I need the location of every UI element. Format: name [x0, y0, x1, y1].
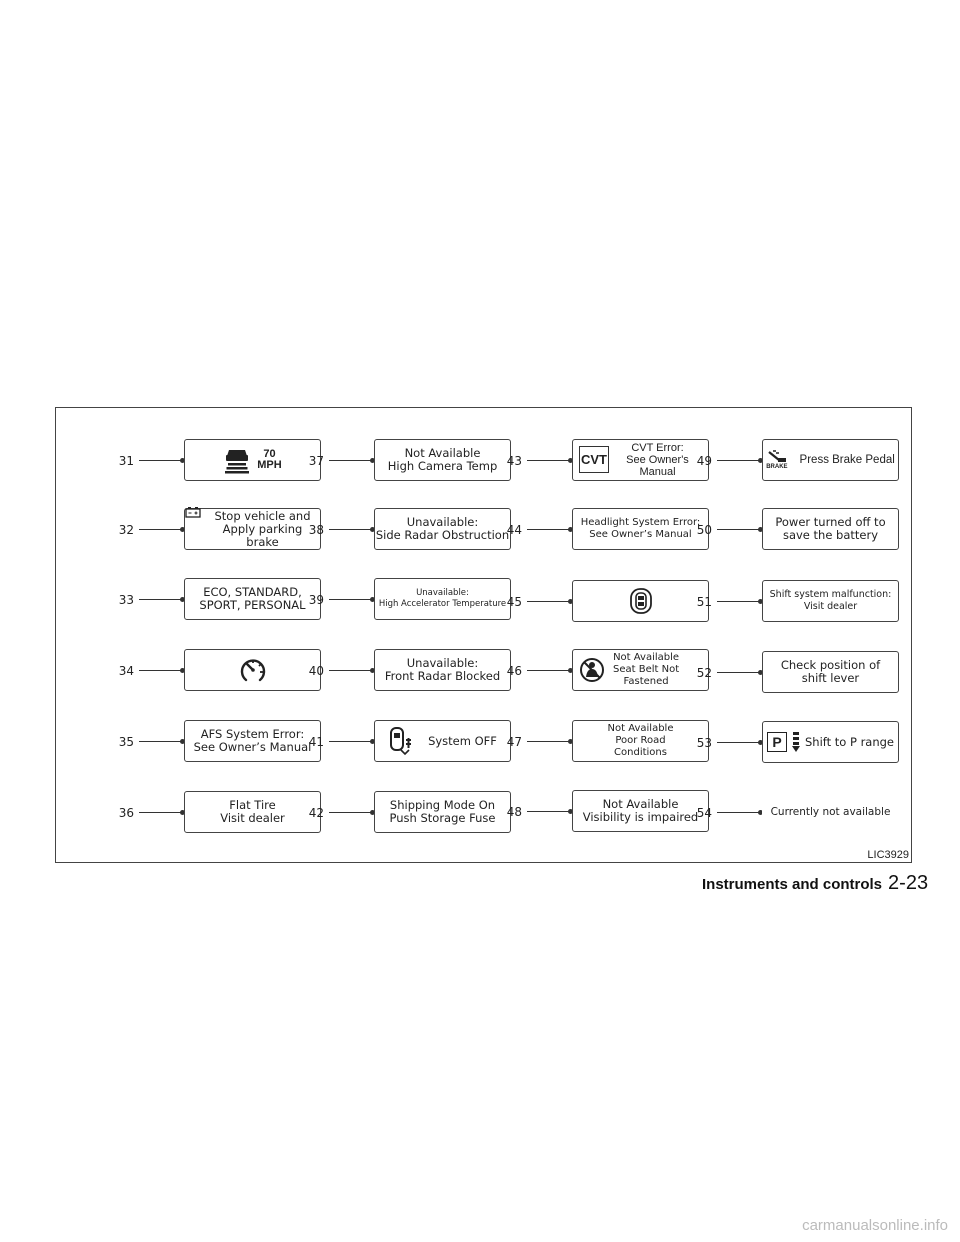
message-item	[106, 649, 316, 693]
message-item	[106, 791, 316, 835]
message-text: CVT Error: See Owner's Manual	[626, 442, 689, 478]
callout-leader	[527, 460, 571, 461]
callout-leader	[139, 741, 183, 742]
message-text: Not Available High Camera Temp	[387, 446, 498, 473]
message-item	[684, 508, 894, 552]
battery-icon	[185, 506, 201, 518]
callout-leader	[139, 812, 183, 813]
message-box	[762, 439, 899, 481]
message-text: Stop vehicle and Apply parking brake	[214, 508, 311, 549]
message-item	[684, 721, 894, 765]
callout-number: 51	[696, 595, 712, 609]
message-text: Headlight System Error: See Owner’s Manual	[580, 517, 701, 540]
message-box	[374, 720, 511, 762]
message-item	[106, 508, 316, 552]
message-item	[296, 439, 506, 483]
message-item	[296, 578, 506, 622]
callout-leader	[717, 812, 761, 813]
message-text: Shipping Mode On Push Storage Fuse	[389, 798, 496, 825]
callout-number: 52	[696, 666, 712, 680]
message-item	[296, 791, 506, 835]
callout-number: 54	[696, 806, 712, 820]
callout-number: 46	[506, 664, 522, 678]
message-item	[296, 649, 506, 693]
message-box	[374, 439, 511, 481]
message-text: System OFF	[428, 733, 497, 748]
callout-leader	[139, 599, 183, 600]
callout-leader	[329, 529, 373, 530]
message-text: Currently not available	[770, 806, 891, 818]
page-footer	[702, 872, 928, 894]
message-text: Not Available Poor Road Conditions	[607, 723, 674, 758]
callout-number: 43	[506, 454, 522, 468]
message-item	[494, 580, 704, 624]
message-item	[494, 649, 704, 693]
callout-leader	[527, 601, 571, 602]
message-text: Unavailable: Front Radar Blocked	[384, 656, 501, 683]
message-item	[684, 791, 894, 835]
message-text: Unavailable: High Accelerator Temperature	[378, 588, 507, 609]
message-item	[684, 439, 894, 483]
callout-number: 39	[308, 593, 324, 607]
callout-leader	[329, 812, 373, 813]
callout-number: 45	[506, 595, 522, 609]
callout-leader	[717, 672, 761, 673]
callout-number: 53	[696, 736, 712, 750]
callout-leader	[717, 460, 761, 461]
message-text: Check position of shift lever	[780, 658, 881, 685]
callout-number: 49	[696, 454, 712, 468]
message-item	[106, 720, 316, 764]
message-box	[762, 580, 899, 622]
callout-number: 40	[308, 664, 324, 678]
callout-leader	[329, 460, 373, 461]
cruise-vehicle-icon	[223, 446, 251, 474]
message-item	[296, 508, 510, 552]
message-item	[494, 439, 704, 483]
message-item	[106, 439, 316, 483]
message-text: Press Brake Pedal	[799, 454, 895, 466]
message-item	[684, 580, 894, 624]
callout-leader	[527, 529, 571, 530]
message-text: Unavailable: Side Radar Obstruction	[375, 515, 510, 542]
speed-readout: 70 MPH	[257, 448, 282, 471]
callout-leader	[329, 741, 373, 742]
callout-number: 33	[118, 593, 134, 607]
callout-leader	[717, 529, 761, 530]
callout-leader	[329, 670, 373, 671]
callout-number: 48	[506, 805, 522, 819]
vehicle-sensor-icon	[629, 588, 653, 614]
callout-number: 31	[118, 454, 134, 468]
callout-number: 50	[696, 523, 712, 537]
callout-leader	[139, 529, 183, 530]
message-text: ECO, STANDARD, SPORT, PERSONAL	[199, 585, 306, 612]
callout-number: 35	[118, 735, 134, 749]
warning-messages-figure	[55, 407, 912, 863]
message-text: Shift system malfunction: Visit dealer	[769, 589, 892, 612]
watermark: carmanualsonline.info	[802, 1217, 948, 1234]
callout-leader	[527, 811, 571, 812]
callout-number: 36	[118, 806, 134, 820]
shift-down-icon	[791, 731, 801, 753]
message-box	[374, 578, 511, 620]
callout-number: 38	[308, 523, 324, 537]
callout-leader	[527, 741, 571, 742]
callout-number: 37	[308, 454, 324, 468]
message-text: Not Available Seat Belt Not Fastened	[613, 652, 680, 687]
callout-number: 32	[118, 523, 134, 537]
park-shift-icon: P	[767, 732, 787, 752]
brake-label: BRAKE	[766, 463, 788, 470]
message-text: AFS System Error: See Owner’s Manual	[193, 727, 312, 754]
callout-leader	[527, 670, 571, 671]
callout-number: 42	[308, 806, 324, 820]
message-box	[762, 651, 899, 693]
speedometer-icon	[238, 655, 268, 685]
message-text: Power turned off to save the battery	[775, 515, 886, 542]
message-item	[494, 720, 704, 764]
message-box	[762, 721, 899, 763]
message-box	[374, 508, 511, 550]
message-box	[374, 791, 511, 833]
figure-code: LIC3929	[867, 849, 909, 861]
message-item	[494, 508, 704, 552]
message-item	[296, 720, 506, 764]
message-box	[762, 508, 899, 550]
callout-number: 34	[118, 664, 134, 678]
page-number: 2-23	[888, 872, 929, 894]
message-item	[106, 578, 316, 622]
callout-number: 41	[308, 735, 324, 749]
callout-number: 44	[506, 523, 522, 537]
callout-leader	[139, 460, 183, 461]
callout-number: 47	[506, 735, 522, 749]
callout-leader	[717, 601, 761, 602]
message-item	[684, 651, 894, 695]
message-text: Flat Tire Visit dealer	[220, 798, 285, 825]
message-text: Not Available Visibility is impaired	[582, 797, 699, 824]
callout-leader	[717, 742, 761, 743]
message-text: Shift to P range	[804, 734, 895, 749]
message-box	[374, 649, 511, 691]
callout-leader	[329, 599, 373, 600]
message-box	[762, 791, 899, 833]
callout-leader	[139, 670, 183, 671]
section-title: Instruments and controls	[702, 876, 883, 893]
message-item	[494, 790, 704, 834]
vehicle-system-icon	[388, 726, 414, 756]
seatbelt-off-icon	[579, 657, 605, 683]
cvt-logo: CVT	[579, 446, 609, 473]
brake-pedal-icon	[766, 450, 787, 471]
